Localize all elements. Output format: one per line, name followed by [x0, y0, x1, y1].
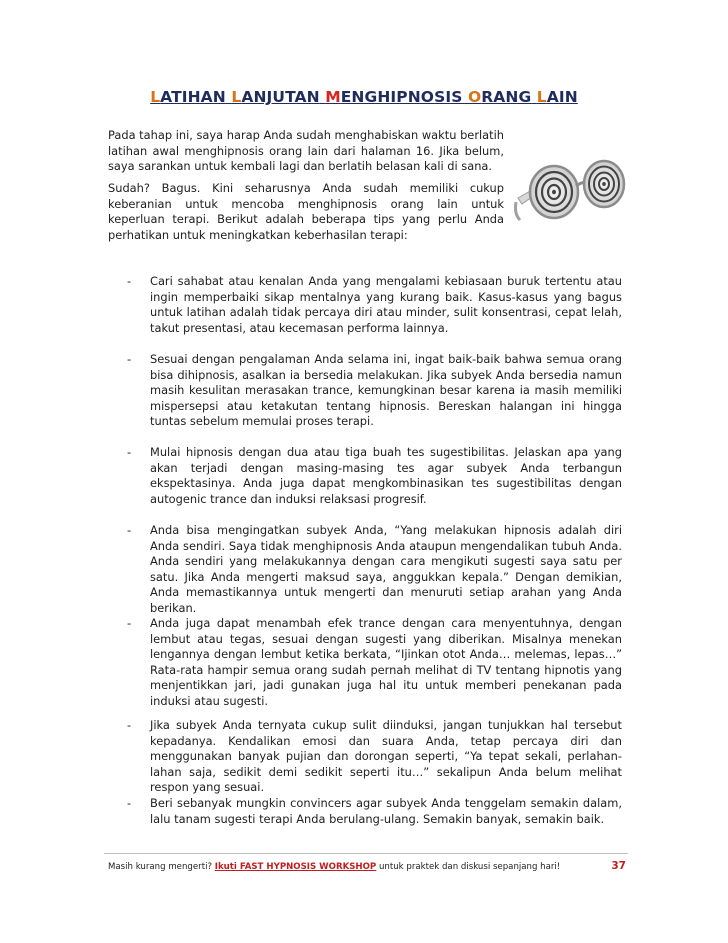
bullet-marker: -: [127, 796, 132, 810]
title-cap: O: [467, 88, 482, 106]
title-cap: M: [325, 88, 341, 106]
title-rest: ANJUTAN: [241, 88, 320, 106]
title-cap: L: [150, 88, 161, 106]
hypnosis-glasses-image: [510, 128, 628, 246]
title-rest: RANG: [481, 88, 532, 106]
footer-divider: [104, 853, 628, 854]
page-number: 37: [611, 860, 626, 872]
title-rest: AIN: [546, 88, 578, 106]
title-rest: ATIHAN: [160, 88, 226, 106]
list-item: Cari sahabat atau kenalan Anda yang mengalami kebiasaan buruk tertentu atau ingin memperbaiki sikap mentalnya yang kurang baik. Kasus-kasus yang bagus untuk latihan adalah tidak percaya diri atau minder, sulit konsentrasi, cepat lelah, takut presentasi, atau kecemasan performa lainnya.: [150, 274, 622, 335]
list-item: Beri sebanyak mungkin convincers agar subyek Anda tenggelam semakin dalam, lalu tanam sugesti terapi Anda berulang-ulang. Semakin banyak, semakin baik.: [150, 796, 622, 826]
workshop-link[interactable]: Ikuti FAST HYPNOSIS WORKSHOP: [214, 862, 377, 872]
footer-prefix: Masih kurang mengerti?: [108, 862, 215, 872]
list-item: Mulai hipnosis dengan dua atau tiga buah tes sugestibilitas. Jelaskan apa yang akan terjadi dengan masing-masing tes agar subyek Anda terbangun ekspektasinya. Anda juga dapat mengkombinasikan tes sugestibilitas dengan autogenic trance dan induksi relaksasi progresif.: [150, 445, 622, 506]
bullet-marker: -: [127, 445, 132, 459]
list-item: Anda bisa mengingatkan subyek Anda, “Yang melakukan hipnosis adalah diri Anda sendiri. Saya tidak menghipnosis Anda ataupun mengendalikan tubuh Anda. Anda sendiri yang melakukannya dengan cara mengikuti sugesti saya satu per satu. Jika Anda mengerti maksud saya, anggukkan kepala.” Dengan demikian, Anda memastikannya untuk mengerti dan menuruti setiap arahan yang Anda berikan.: [150, 523, 622, 615]
page-title: [0, 88, 728, 106]
bullet-marker: -: [127, 274, 132, 288]
bullet-marker: -: [127, 718, 132, 732]
intro-paragraph-2: Sudah? Bagus. Kini seharusnya Anda sudah memiliki cukup keberanian untuk mencoba menghipnosis orang lain untuk keperluan terapi. Berikut adalah beberapa tips yang perlu Anda perhatikan untuk meningkatkan keberhasilan terapi:: [108, 181, 504, 242]
bullet-marker: -: [127, 616, 132, 630]
list-item: Anda juga dapat menambah efek trance dengan cara menyentuhnya, dengan lembut atau tegas, sesuai dengan sugesti yang diberikan. Misalnya menekan lengannya dengan lembut ketika berkata, “Ijinkan otot Anda… melemas, lepas…” Rata-rata hampir semua orang sudah pernah melihat di TV tentang hipnotis yang menjentikkan jari, jadi gunakan juga hal itu untuk memberi penekanan pada induksi atau sugesti.: [150, 616, 622, 708]
list-item: Sesuai dengan pengalaman Anda selama ini, ingat baik-baik bahwa semua orang bisa dihipnosis, asalkan ia bersedia melakukan. Jika subyek Anda bersedia namun masih kesulitan merasakan trance, kemungkinan besar karena ia masih memiliki mispersepsi atau ketakutan tentang hipnosis. Bereskan halangan ini hingga tuntas sebelum memulai proses terapi.: [150, 352, 622, 429]
title-cap: L: [536, 88, 547, 106]
bullet-marker: -: [127, 523, 132, 537]
bullet-marker: -: [127, 352, 132, 366]
footer-suffix: untuk praktek dan diskusi sepanjang hari!: [376, 862, 561, 872]
title-cap: L: [231, 88, 242, 106]
list-item: Jika subyek Anda ternyata cukup sulit diinduksi, jangan tunjukkan hal tersebut kepadanya. Kendalikan emosi dan suara Anda, tetap percaya diri dan menggunakan banyak pujian dan dorongan seperti, “Ya tepat sekali, perlahan-lahan saja, sedikit demi sedikit seperti itu…” sekalipun Anda belum melihat respon yang sesuai.: [150, 718, 622, 795]
intro-paragraph-1: Pada tahap ini, saya harap Anda sudah menghabiskan waktu berlatih latihan awal menghipnosis orang lain dari halaman 16. Jika belum, saya sarankan untuk kembali lagi dan berlatih belasan kali di sana.: [108, 128, 504, 174]
title-rest: ENGHIPNOSIS: [340, 88, 463, 106]
footer-text: [108, 862, 624, 872]
